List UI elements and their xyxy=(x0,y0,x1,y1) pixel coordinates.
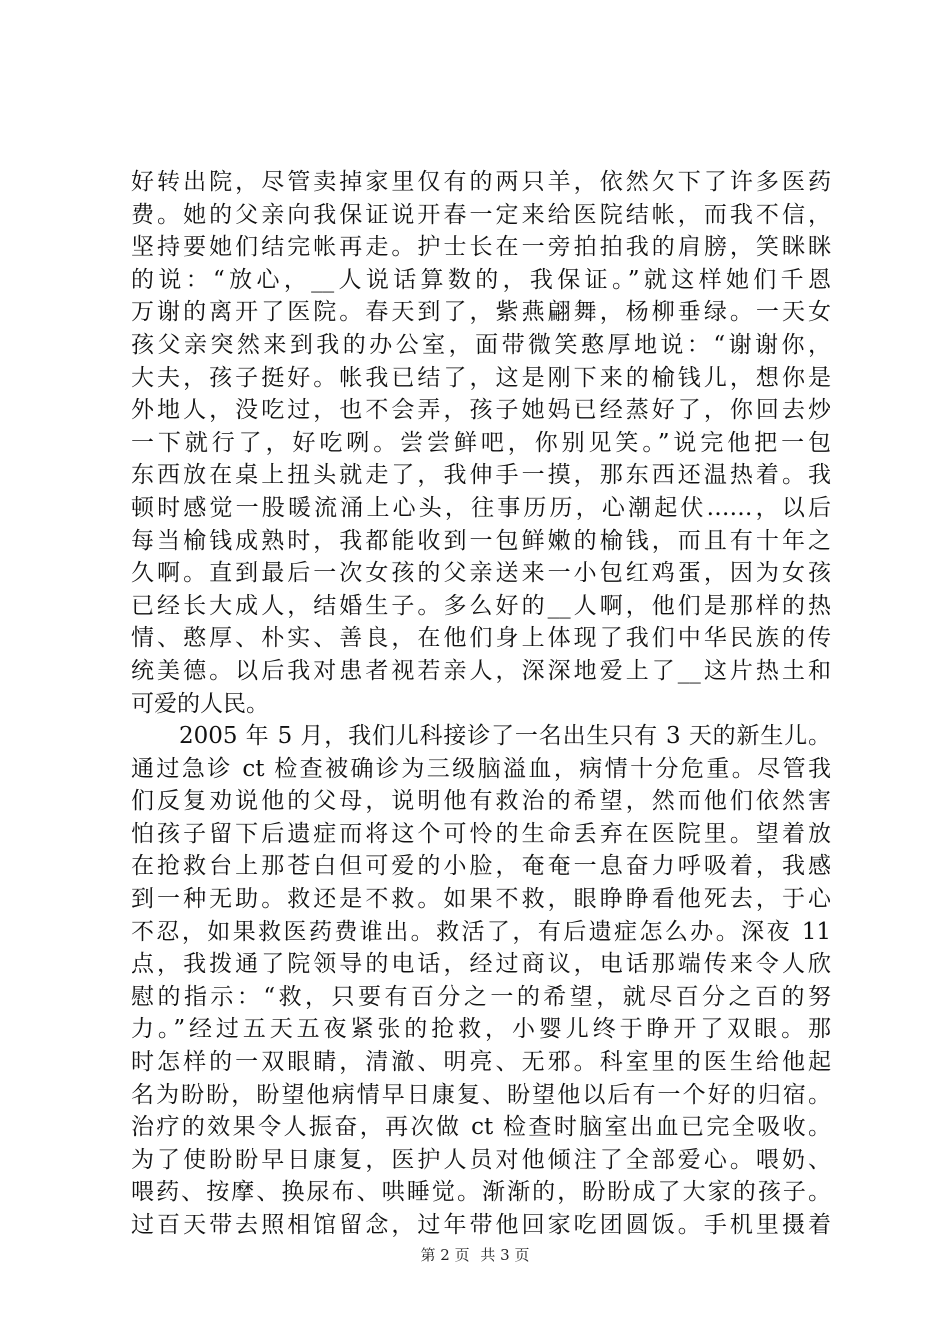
text-line: 外地人，没吃过，也不会弄，孩子她妈已经蒸好了，你回去炒 xyxy=(131,397,831,424)
text-line: 通过急诊 ct 检查被确诊为三级脑溢血，病情十分危重。尽管我 xyxy=(131,755,831,782)
text-line: 大夫，孩子挺好。帐我已结了，这是刚下来的榆钱儿，想你是 xyxy=(131,364,831,391)
text-line: 统美德。以后我对患者视若亲人，深深地爱上了__这片热土和 xyxy=(131,657,831,684)
page-number: 第 2 页 xyxy=(420,1246,470,1264)
text-line: 喂药、按摩、换尿布、哄睡觉。渐渐的，盼盼成了大家的孩子。 xyxy=(131,1179,831,1206)
text-line: 为了使盼盼早日康复，医护人员对他倾注了全部爱心。喂奶、 xyxy=(131,1146,831,1173)
text-line: 治疗的效果令人振奋，再次做 ct 检查时脑室出血已完全吸收。 xyxy=(131,1114,831,1141)
text-line: 顿时感觉一股暖流涌上心头，往事历历，心潮起伏……，以后 xyxy=(131,494,831,521)
text-line: 力。”经过五天五夜紧张的抢救，小婴儿终于睁开了双眼。那 xyxy=(131,1016,831,1043)
text-line: 已经长大成人，结婚生子。多么好的__人啊，他们是那样的热 xyxy=(131,592,831,619)
text-line: 怕孩子留下后遗症而将这个可怜的生命丢弃在医院里。望着放 xyxy=(131,820,831,847)
body-text xyxy=(131,166,831,1242)
text-line: 坚持要她们结完帐再走。护士长在一旁拍拍我的肩膀，笑眯眯 xyxy=(131,234,831,261)
text-line: 不忍，如果救医药费谁出。救活了，有后遗症怎么办。深夜 11 xyxy=(131,918,831,945)
text-line: 久啊。直到最后一次女孩的父亲送来一小包红鸡蛋，因为女孩 xyxy=(131,560,831,587)
text-line: 过百天带去照相馆留念，过年带他回家吃团圆饭。手机里摄着 xyxy=(131,1212,831,1238)
text-line: 可爱的人民。 xyxy=(131,690,269,717)
text-line: 费。她的父亲向我保证说开春一定来给医院结帐，而我不信， xyxy=(131,201,831,228)
text-line: 名为盼盼，盼望他病情早日康复、盼望他以后有一个好的归宿。 xyxy=(131,1081,831,1108)
text-line: 情、憨厚、朴实、善良，在他们身上体现了我们中华民族的传 xyxy=(131,625,831,652)
text-line: 每当榆钱成熟时，我都能收到一包鲜嫩的榆钱，而且有十年之 xyxy=(131,527,831,554)
text-line: 万谢的离开了医院。春天到了，紫燕翩舞，杨柳垂绿。一天女 xyxy=(131,299,831,326)
text-line: 东西放在桌上扭头就走了，我伸手一摸，那东西还温热着。我 xyxy=(131,462,831,489)
text-line: 时怎样的一双眼睛，清澈、明亮、无邪。科室里的医生给他起 xyxy=(131,1049,831,1076)
text-line: 到一种无助。救还是不救。如果不救，眼睁睁看他死去，于心 xyxy=(131,886,831,913)
page-total: 共 3 页 xyxy=(480,1246,530,1264)
text-line: 慰的指示：“救，只要有百分之一的希望，就尽百分之百的努 xyxy=(131,983,831,1010)
text-line: 点，我拨通了院领导的电话，经过商议，电话那端传来令人欣 xyxy=(131,951,831,978)
text-line: 一下就行了，好吃咧。尝尝鲜吧，你别见笑。”说完他把一包 xyxy=(131,429,831,456)
text-line: 好转出院，尽管卖掉家里仅有的两只羊，依然欠下了许多医药 xyxy=(131,169,831,195)
text-line: 在抢救台上那苍白但可爱的小脸，奄奄一息奋力呼吸着，我感 xyxy=(131,853,831,880)
text-line: 们反复劝说他的父母，说明他有救治的希望，然而他们依然害 xyxy=(131,788,831,815)
text-line: 孩父亲突然来到我的办公室，面带微笑憨厚地说：“谢谢你， xyxy=(131,331,831,358)
text-line: 的说：“放心，__人说话算数的，我保证。”就这样她们千恩 xyxy=(131,266,831,293)
paragraph-start-line: 2005 年 5 月，我们儿科接诊了一名出生只有 3 天的新生儿。 xyxy=(179,723,831,750)
page-footer xyxy=(0,1244,950,1265)
